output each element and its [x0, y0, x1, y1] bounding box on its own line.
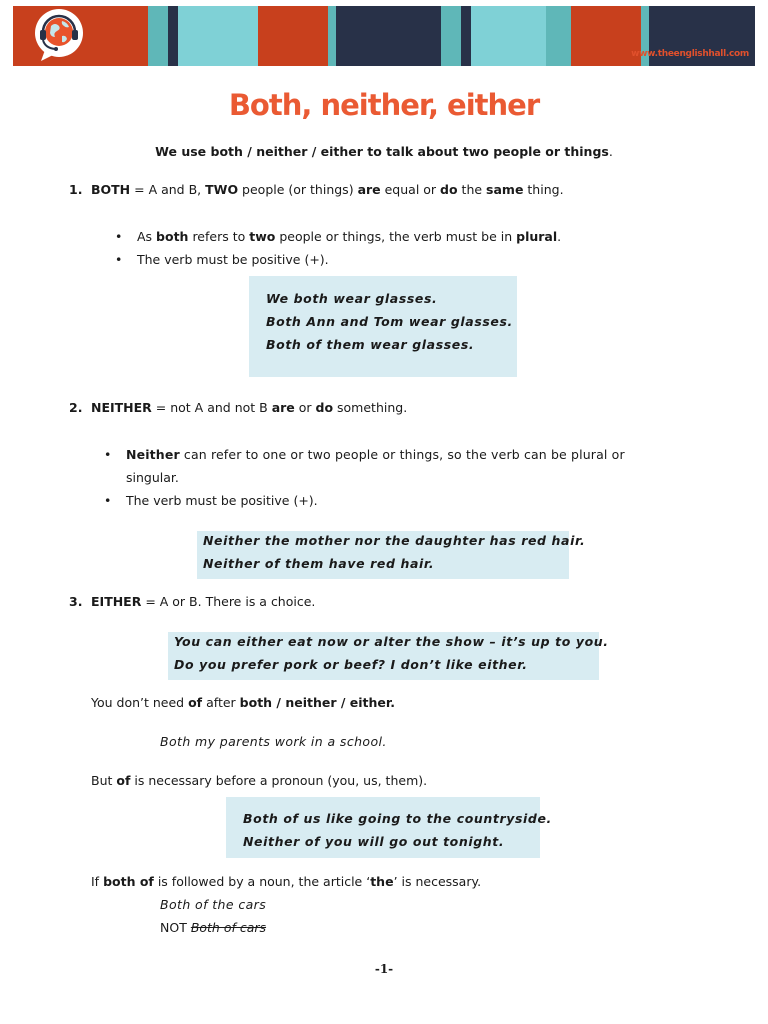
pronoun-note: But of is necessary before a pronoun (you, us, them). — [91, 773, 428, 788]
banner-stripe — [441, 6, 461, 66]
bullet-text-continued: singular. — [126, 470, 179, 485]
page-number: -1- — [374, 962, 394, 976]
not-label: NOT — [160, 920, 187, 935]
keyword: NEITHER — [91, 400, 152, 415]
of-note: You don’t need of after both / neither / either. — [91, 695, 396, 710]
example-sentence: Both my parents work in a school. — [160, 734, 387, 749]
section-number: 2. — [69, 400, 83, 415]
example-sentence: Both Ann and Tom wear glasses. — [266, 314, 513, 329]
website-url[interactable]: www.theenglishhall.com — [631, 49, 749, 59]
both-rule: 1. BOTH = A and B, TWO people (or things) are equal or do the same thing. — [69, 182, 564, 197]
bullet-text: The verb must be positive (+). — [126, 493, 318, 508]
example-sentence: Neither of you will go out tonight. — [243, 834, 505, 849]
header-banner — [13, 6, 755, 66]
keyword: EITHER — [91, 594, 142, 609]
bullet-icon: • — [115, 252, 123, 267]
example-sentence: Both of us like going to the countryside. — [243, 811, 552, 826]
example-sentence: Neither the mother nor the daughter has red hair. — [203, 533, 586, 548]
example-sentence: Both of them wear glasses. — [266, 337, 475, 352]
banner-stripe — [258, 6, 328, 66]
banner-stripe — [336, 6, 441, 66]
example-box — [168, 632, 609, 680]
example-sentence: Both of the cars — [160, 897, 267, 912]
bullet-text: The verb must be positive (+). — [137, 252, 329, 267]
bullet-text: Neither can refer to one or two people or things, so the verb can be plural or — [126, 447, 625, 462]
banner-stripe — [148, 6, 168, 66]
intro-text: We use both / neither / either to talk about two people or things — [155, 144, 609, 159]
example-sentence: You can either eat now or alter the show – it’s up to you. — [174, 634, 609, 649]
list-item — [104, 447, 684, 487]
either-rule: 3. EITHER = A or B. There is a choice. — [69, 594, 316, 609]
example-box — [197, 531, 586, 579]
bullet-icon: • — [104, 447, 112, 462]
bullet-text: As both refers to two people or things, the verb must be in plural. — [137, 229, 562, 244]
banner-stripe — [118, 6, 148, 66]
list-item — [115, 252, 715, 270]
incorrect-example — [160, 920, 266, 935]
headset-globe-logo-icon — [29, 6, 89, 66]
neither-rule: 2. NEITHER = not A and not B are or do something. — [69, 400, 408, 415]
intro-period: . — [608, 144, 613, 159]
bullet-icon: • — [115, 229, 123, 244]
page-title: Both, neither, either — [228, 88, 540, 122]
struck-example: Both of cars — [190, 920, 267, 935]
banner-stripe — [168, 6, 178, 66]
example-sentence: We both wear glasses. — [266, 291, 438, 306]
banner-stripe — [471, 6, 546, 66]
noun-note: If both of is followed by a noun, the article ‘the’ is necessary. — [91, 874, 482, 889]
keyword: BOTH — [91, 182, 131, 197]
section-number: 3. — [69, 594, 83, 609]
example-box — [249, 276, 517, 377]
banner-stripe — [546, 6, 571, 66]
list-item — [104, 493, 684, 511]
banner-stripe — [328, 6, 336, 66]
example-sentence: Do you prefer pork or beef? I don’t like either. — [174, 657, 528, 672]
bullet-icon: • — [104, 493, 112, 508]
intro-sentence — [0, 144, 768, 159]
example-sentence: Neither of them have red hair. — [203, 556, 435, 571]
section-number: 1. — [69, 182, 83, 197]
example-box — [226, 797, 552, 858]
list-item — [115, 229, 715, 247]
banner-stripe — [461, 6, 471, 66]
banner-stripe — [178, 6, 258, 66]
